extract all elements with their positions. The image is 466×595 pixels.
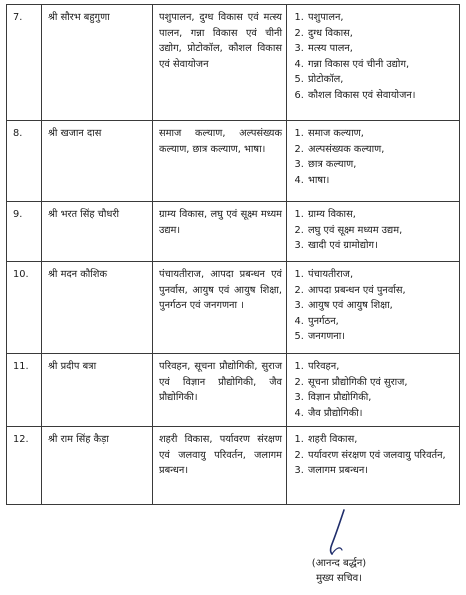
serial-number-cell: 10.: [7, 262, 42, 354]
portfolio-list: [293, 126, 455, 188]
portfolio-list-item: 1. पंचायतीराज,: [307, 267, 455, 283]
portfolio-list-item: 1. समाज कल्याण,: [307, 126, 455, 142]
minister-name-cell: श्री मदन कौशिक: [42, 262, 153, 354]
signatory-name: (आनन्द बर्द्धन): [311, 558, 367, 569]
portfolio-list: [293, 359, 455, 421]
portfolio-list-item: 2. दुग्ध विकास,: [307, 26, 455, 42]
serial-number-cell: 12.: [7, 427, 42, 505]
portfolio-list-cell: [287, 427, 460, 505]
portfolio-list-cell: [287, 202, 460, 262]
portfolio-list-item: 3. जलागम प्रबन्धन।: [307, 463, 455, 479]
portfolio-summary-cell: शहरी विकास, पर्यावरण संरक्षण एवं जलवायु परिवर्तन, जलागम प्रबन्धन।: [153, 427, 287, 505]
portfolio-list-item: 3. विज्ञान प्रौद्योगिकी,: [307, 390, 455, 406]
portfolio-list-cell: [287, 121, 460, 202]
portfolio-list-item: 1. परिवहन,: [307, 359, 455, 375]
portfolio-list-item: 4. जैव प्रौद्योगिकी।: [307, 406, 455, 422]
portfolio-summary-cell: पंचायतीराज, आपदा प्रबन्धन एवं पुनर्वास, आयुष एवं आयुष शिक्षा, पुनर्गठन एवं जनगणना ।: [153, 262, 287, 354]
portfolio-summary-cell: परिवहन, सूचना प्रौद्योगिकी, सुराज एवं विज्ञान प्रौद्योगिकी, जैव प्रौद्योगिकी।: [153, 354, 287, 427]
portfolio-list-cell: [287, 262, 460, 354]
portfolio-list-item: 2. आपदा प्रबन्धन एवं पुनर्वास,: [307, 283, 455, 299]
portfolio-list-item: 1. ग्राम्य विकास,: [307, 207, 455, 223]
portfolio-list-item: 5. प्रोटोकॉल,: [307, 72, 455, 88]
minister-name-cell: श्री भरत सिंह चौधरी: [42, 202, 153, 262]
portfolio-list-item: 2. सूचना प्रौद्योगिकी एवं सुराज,: [307, 375, 455, 391]
portfolio-list-item: 6. कौशल विकास एवं सेवायोजन।: [307, 88, 455, 104]
portfolio-list-item: 3. छात्र कल्याण,: [307, 157, 455, 173]
portfolio-list-item: 1. शहरी विकास,: [307, 432, 455, 448]
portfolio-list: [293, 10, 455, 103]
portfolio-list-item: 4. भाषा।: [307, 173, 455, 189]
portfolio-list: [293, 267, 455, 345]
portfolio-list-item: 2. अल्पसंख्यक कल्याण,: [307, 142, 455, 158]
minister-name-cell: श्री खजान दास: [42, 121, 153, 202]
signature-mark: [318, 508, 358, 558]
serial-number-cell: 11.: [7, 354, 42, 427]
portfolio-summary-cell: समाज कल्याण, अल्पसंख्यक कल्याण, छात्र कल्याण, भाषा।: [153, 121, 287, 202]
portfolio-list-item: 2. पर्यावरण संरक्षण एवं जलवायु परिवर्तन,: [307, 448, 455, 464]
portfolio-list-item: 3. आयुष एवं आयुष शिक्षा,: [307, 298, 455, 314]
portfolio-list-item: 2. लघु एवं सूक्ष्म मध्यम उद्यम,: [307, 223, 455, 239]
minister-name-cell: श्री प्रदीप बत्रा: [42, 354, 153, 427]
portfolio-list-cell: [287, 354, 460, 427]
table-row: [7, 121, 460, 202]
table-row: [7, 427, 460, 505]
portfolio-summary-cell: पशुपालन, दुग्ध विकास एवं मत्स्य पालन, गन्ना विकास एवं चीनी उद्योग, प्रोटोकॉल, कौशल विकास एवं सेवायोजन: [153, 5, 287, 121]
serial-number-cell: 8.: [7, 121, 42, 202]
table-row: [7, 354, 460, 427]
table-row: [7, 5, 460, 121]
minister-name-cell: श्री राम सिंह कैड़ा: [42, 427, 153, 505]
serial-number-cell: 9.: [7, 202, 42, 262]
portfolio-list-item: 4. गन्ना विकास एवं चीनी उद्योग,: [307, 57, 455, 73]
portfolio-list-item: 3. खादी एवं ग्रामोद्योग।: [307, 238, 455, 254]
signature-block: [294, 556, 384, 586]
portfolio-list: [293, 432, 455, 479]
portfolio-table: [6, 4, 460, 505]
table-row: [7, 202, 460, 262]
portfolio-list-item: 1. पशुपालन,: [307, 10, 455, 26]
portfolio-list: [293, 207, 455, 254]
signatory-designation: मुख्य सचिव।: [316, 573, 362, 584]
minister-name-cell: श्री सौरभ बहुगुणा: [42, 5, 153, 121]
portfolio-list-item: 4. पुनर्गठन,: [307, 314, 455, 330]
portfolio-list-item: 5. जनगणना।: [307, 329, 455, 345]
serial-number-cell: 7.: [7, 5, 42, 121]
table-row: [7, 262, 460, 354]
portfolio-summary-cell: ग्राम्य विकास, लघु एवं सूक्ष्म मध्यम उद्यम।: [153, 202, 287, 262]
portfolio-list-item: 3. मत्स्य पालन,: [307, 41, 455, 57]
portfolio-list-cell: [287, 5, 460, 121]
